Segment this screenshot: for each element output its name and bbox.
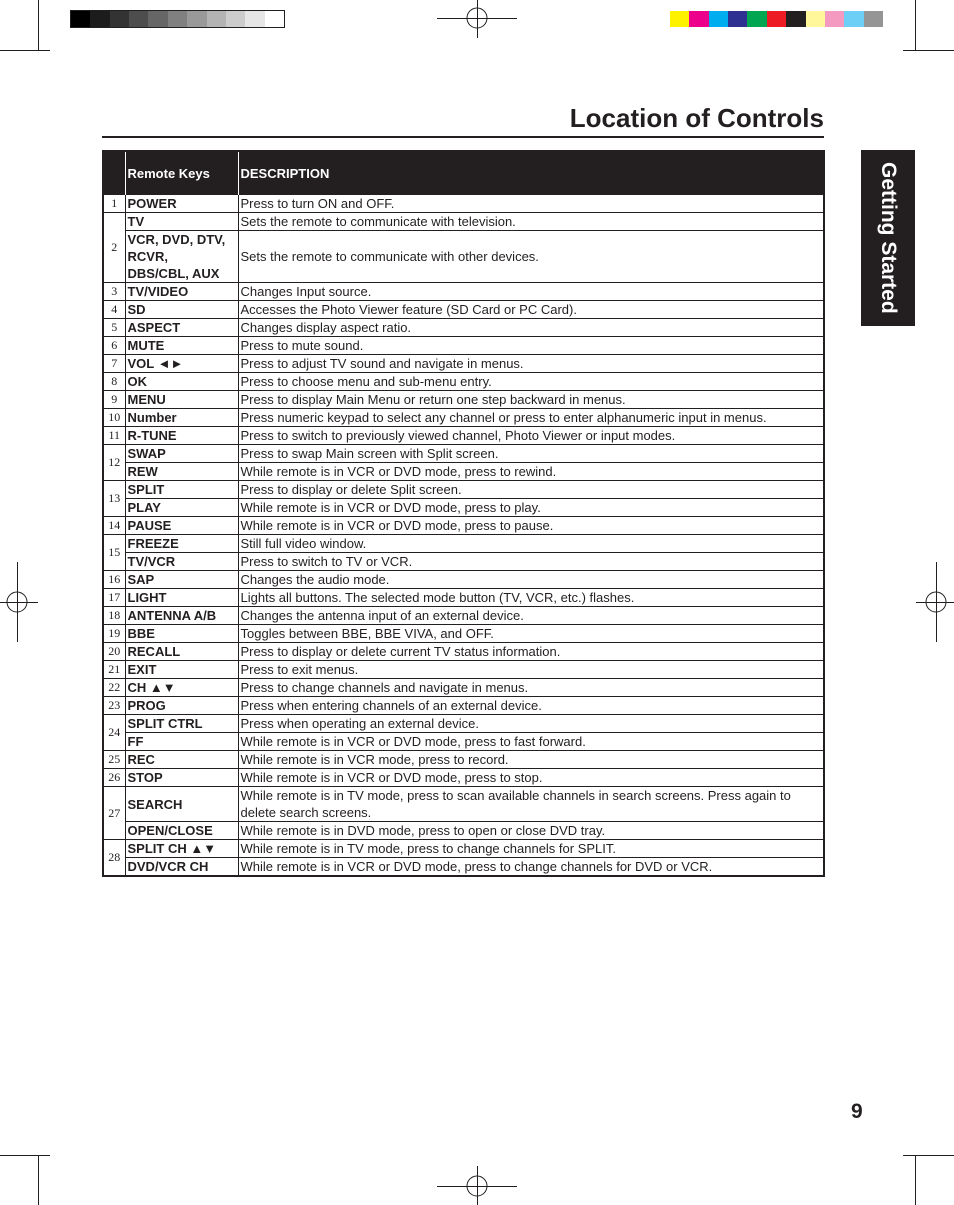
key-description: Changes the audio mode. [238, 571, 824, 589]
key-description: Press to exit menus. [238, 661, 824, 679]
remote-key-name: VOL ◄► [125, 355, 238, 373]
table-row [103, 283, 824, 301]
table-row [103, 535, 824, 553]
remote-key-name: ASPECT [125, 319, 238, 337]
remote-key-name: TV/VCR [125, 553, 238, 571]
row-number: 9 [103, 391, 125, 409]
table-row [103, 589, 824, 607]
row-number: 6 [103, 337, 125, 355]
remote-key-name: TV [125, 213, 238, 231]
table-row [103, 499, 824, 517]
grayscale-swatch [148, 11, 167, 27]
key-description: While remote is in VCR or DVD mode, press to fast forward. [238, 733, 824, 751]
color-swatch [709, 11, 728, 27]
table-row [103, 463, 824, 481]
row-number: 23 [103, 697, 125, 715]
grayscale-bar [70, 10, 285, 28]
remote-key-name: Number [125, 409, 238, 427]
remote-key-name: STOP [125, 769, 238, 787]
key-description: Press to turn ON and OFF. [238, 195, 824, 213]
header-description: DESCRIPTION [238, 151, 824, 195]
key-description: Press to switch to TV or VCR. [238, 553, 824, 571]
color-bar [669, 10, 884, 28]
key-description: Toggles between BBE, BBE VIVA, and OFF. [238, 625, 824, 643]
color-swatch [825, 11, 844, 27]
row-number: 15 [103, 535, 125, 571]
table-row [103, 661, 824, 679]
row-number: 12 [103, 445, 125, 481]
registration-mark-top [437, 0, 517, 38]
row-number: 19 [103, 625, 125, 643]
remote-key-name: PROG [125, 697, 238, 715]
key-description: Still full video window. [238, 535, 824, 553]
table-row [103, 733, 824, 751]
key-description: Press to display or delete current TV status information. [238, 643, 824, 661]
key-description: Press to display or delete Split screen. [238, 481, 824, 499]
remote-key-name: POWER [125, 195, 238, 213]
remote-key-name: CH ▲▼ [125, 679, 238, 697]
header-remote-keys: Remote Keys [125, 151, 238, 195]
row-number: 3 [103, 283, 125, 301]
table-row [103, 195, 824, 213]
grayscale-swatch [90, 11, 109, 27]
key-description: Press to swap Main screen with Split screen. [238, 445, 824, 463]
grayscale-swatch [207, 11, 226, 27]
table-row [103, 858, 824, 877]
grayscale-swatch [226, 11, 245, 27]
remote-key-name: SAP [125, 571, 238, 589]
remote-key-name: R-TUNE [125, 427, 238, 445]
color-swatch [806, 11, 825, 27]
row-number: 25 [103, 751, 125, 769]
grayscale-swatch [168, 11, 187, 27]
remote-key-name: VCR, DVD, DTV, RCVR, DBS/CBL, AUX [125, 231, 238, 283]
row-number: 4 [103, 301, 125, 319]
table-row [103, 231, 824, 283]
key-description: Changes Input source. [238, 283, 824, 301]
key-description: Press to display Main Menu or return one step backward in menus. [238, 391, 824, 409]
key-description: While remote is in DVD mode, press to open or close DVD tray. [238, 822, 824, 840]
remote-key-name: PLAY [125, 499, 238, 517]
key-description: While remote is in VCR or DVD mode, press to play. [238, 499, 824, 517]
remote-key-name: SEARCH [125, 787, 238, 822]
color-swatch [747, 11, 766, 27]
key-description: Sets the remote to communicate with other devices. [238, 231, 824, 283]
remote-key-name: PAUSE [125, 517, 238, 535]
row-number: 18 [103, 607, 125, 625]
table-body [103, 195, 824, 877]
remote-key-name: OPEN/CLOSE [125, 822, 238, 840]
color-swatch [864, 11, 883, 27]
table-row [103, 822, 824, 840]
grayscale-swatch [129, 11, 148, 27]
crop-mark-top-left [0, 0, 50, 51]
table-row [103, 355, 824, 373]
key-description: Changes the antenna input of an external device. [238, 607, 824, 625]
row-number: 2 [103, 213, 125, 283]
remote-key-name: SPLIT CH ▲▼ [125, 840, 238, 858]
grayscale-swatch [187, 11, 206, 27]
table-row [103, 427, 824, 445]
key-description: Press to adjust TV sound and navigate in menus. [238, 355, 824, 373]
table-row [103, 301, 824, 319]
key-description: Press to switch to previously viewed channel, Photo Viewer or input modes. [238, 427, 824, 445]
remote-key-name: DVD/VCR CH [125, 858, 238, 877]
key-description: Press when entering channels of an external device. [238, 697, 824, 715]
page-number: 9 [851, 1100, 863, 1123]
table-row [103, 391, 824, 409]
key-description: While remote is in VCR or DVD mode, press to stop. [238, 769, 824, 787]
table-row [103, 751, 824, 769]
table-row [103, 715, 824, 733]
remote-key-name: SPLIT [125, 481, 238, 499]
key-description: Press to mute sound. [238, 337, 824, 355]
color-swatch [786, 11, 805, 27]
page-title: Location of Controls [569, 103, 824, 133]
remote-key-name: RECALL [125, 643, 238, 661]
remote-key-name: SPLIT CTRL [125, 715, 238, 733]
row-number: 27 [103, 787, 125, 840]
key-description: While remote is in VCR mode, press to record. [238, 751, 824, 769]
title-rule [102, 136, 824, 138]
row-number: 21 [103, 661, 125, 679]
table-row [103, 679, 824, 697]
row-number: 24 [103, 715, 125, 751]
table-header-row [103, 151, 824, 195]
table-row [103, 787, 824, 822]
row-number: 14 [103, 517, 125, 535]
table-row [103, 337, 824, 355]
remote-key-name: LIGHT [125, 589, 238, 607]
row-number: 10 [103, 409, 125, 427]
registration-mark-right [916, 562, 954, 642]
remote-key-name: SWAP [125, 445, 238, 463]
remote-key-name: REC [125, 751, 238, 769]
key-description: Changes display aspect ratio. [238, 319, 824, 337]
key-description: While remote is in VCR or DVD mode, press to change channels for DVD or VCR. [238, 858, 824, 877]
row-number: 7 [103, 355, 125, 373]
row-number: 17 [103, 589, 125, 607]
table-row [103, 319, 824, 337]
color-swatch [767, 11, 786, 27]
key-description: While remote is in VCR or DVD mode, press to rewind. [238, 463, 824, 481]
color-swatch [689, 11, 708, 27]
color-swatch [670, 11, 689, 27]
remote-key-name: EXIT [125, 661, 238, 679]
remote-key-name: REW [125, 463, 238, 481]
row-number: 13 [103, 481, 125, 517]
row-number: 8 [103, 373, 125, 391]
key-description: Sets the remote to communicate with television. [238, 213, 824, 231]
remote-key-name: OK [125, 373, 238, 391]
table-row [103, 445, 824, 463]
row-number: 11 [103, 427, 125, 445]
table-row [103, 643, 824, 661]
table-row [103, 373, 824, 391]
row-number: 28 [103, 840, 125, 877]
table-row [103, 409, 824, 427]
row-number: 26 [103, 769, 125, 787]
row-number: 22 [103, 679, 125, 697]
section-tab [861, 150, 915, 326]
crop-mark-top-right [903, 0, 954, 51]
key-description: While remote is in TV mode, press to scan available channels in search screens. Press again to delete search screens. [238, 787, 824, 822]
remote-key-name: BBE [125, 625, 238, 643]
row-number: 1 [103, 195, 125, 213]
remote-key-name: FF [125, 733, 238, 751]
key-description: Accesses the Photo Viewer feature (SD Card or PC Card). [238, 301, 824, 319]
table-row [103, 571, 824, 589]
header-number-cell [103, 151, 125, 195]
key-description: Lights all buttons. The selected mode button (TV, VCR, etc.) flashes. [238, 589, 824, 607]
key-description: Press numeric keypad to select any channel or press to enter alphanumeric input in menus. [238, 409, 824, 427]
remote-key-name: ANTENNA A/B [125, 607, 238, 625]
color-swatch [844, 11, 863, 27]
section-tab-label: Getting Started [877, 162, 900, 314]
table-row [103, 213, 824, 231]
crop-mark-bottom-right [903, 1155, 954, 1205]
grayscale-swatch [71, 11, 90, 27]
grayscale-swatch [265, 11, 284, 27]
grayscale-swatch [245, 11, 264, 27]
remote-key-name: TV/VIDEO [125, 283, 238, 301]
key-description: Press to change channels and navigate in menus. [238, 679, 824, 697]
table-row [103, 553, 824, 571]
row-number: 16 [103, 571, 125, 589]
remote-key-name: MUTE [125, 337, 238, 355]
remote-keys-table [102, 150, 825, 877]
grayscale-swatch [110, 11, 129, 27]
row-number: 5 [103, 319, 125, 337]
key-description: Press to choose menu and sub-menu entry. [238, 373, 824, 391]
remote-key-name: MENU [125, 391, 238, 409]
table-row [103, 607, 824, 625]
key-description: While remote is in TV mode, press to change channels for SPLIT. [238, 840, 824, 858]
table-row [103, 625, 824, 643]
table-row [103, 481, 824, 499]
registration-mark-bottom [437, 1166, 517, 1205]
row-number: 20 [103, 643, 125, 661]
key-description: Press when operating an external device. [238, 715, 824, 733]
table-row [103, 769, 824, 787]
color-swatch [728, 11, 747, 27]
remote-key-name: FREEZE [125, 535, 238, 553]
key-description: While remote is in VCR or DVD mode, press to pause. [238, 517, 824, 535]
table-row [103, 517, 824, 535]
registration-mark-left [0, 562, 38, 642]
remote-key-name: SD [125, 301, 238, 319]
table-row [103, 840, 824, 858]
table-row [103, 697, 824, 715]
crop-mark-bottom-left [0, 1155, 50, 1205]
